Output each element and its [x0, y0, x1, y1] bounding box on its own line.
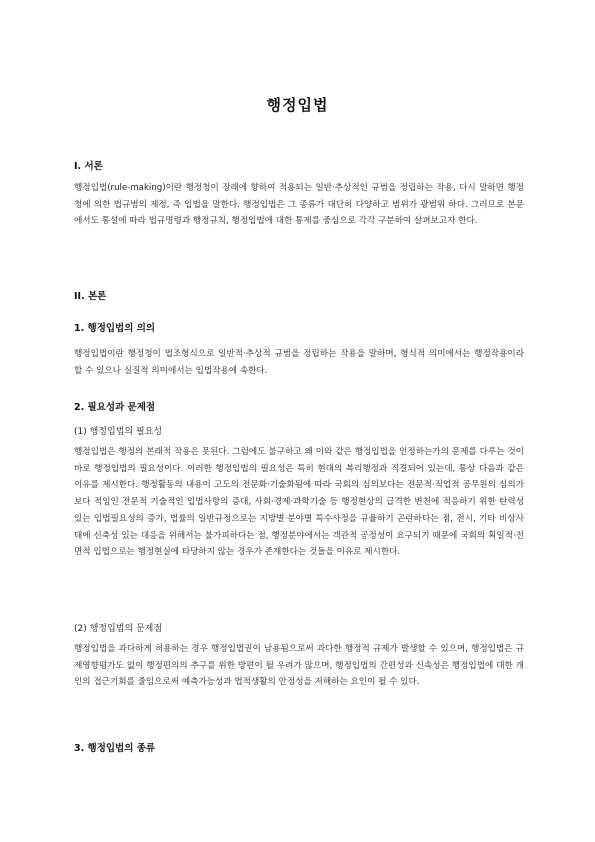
section-1-paragraph: 행정입법이란 행정청이 법조형식으로 일반적·추상적 규범을 정립하는 작용을 말하며, 형식적 의미에서는 행정작용이라 할 수 있으나 실질적 의미에서는 입법작용에 속한다. [74, 349, 524, 376]
intro-paragraph: 행정입법(rule-making)이란 행정청이 장래에 향하여 적용되는 일반·추상적인 규범을 정립하는 작용, 다시 말하면 행정청에 의한 법규범의 제정, 즉 입법을 말한다. 행정입법은 그 종류가 대단히 다양하고 범위가 광범위 하다. 그러므로 본문에서도 통설에 따라 법규명령과 행정규칙, 행정입법에 대한 통제를 중심으로 각각 구분하여 살펴보고자 한다. [74, 183, 524, 227]
section-2-heading: 2. 필요성과 문제점 [74, 402, 156, 413]
section-2-2-paragraph: 행정입법을 과다하게 허용하는 경우 행정입법권이 남용됨으로써 과다한 행정적 규제가 발생할 수 있으며, 행정입법은 규제영향평가도 없이 행정편의의 추구를 위한 방편이 될 우려가 많으며, 행정입법의 간편성과 신속성은 행정입법에 대한 개인의 접근기회를 줄임으로써 예측가능성과 법적생활의 안정성을 저해하는 요인이 될 수 있다. [74, 644, 524, 688]
section-2-1-heading: (1) 행정입법의 필요성 [74, 427, 163, 437]
section-2-1-paragraph: 행정입법은 행정의 본래적 작용은 못된다. 그럼에도 불구하고 왜 이와 같은 행정입법을 인정하는가의 문제를 다루는 것이 바로 행정입법의 필요성이다. 이러한 행정입법의 필요성은 특히 현대의 복리행정과 직결되어 있는데, 통상 다음과 같은 이유를 제시한다. 행정활동의 내용이 고도의 전문화·기술화됨에 따라 국회의 심의보다는 전문적·직업적 공무원의 심의가 보다 적임인 전문적 기술적인 입법사항의 증대, 사회·경제·과학기술 등 행정현상의 급격한 변천에 적응하기 위한 탄력성있는 입법필요성의 증가, 법률의 일반규정으로는 지방별·분야별 특수사정을 규율하기 곤란하다는 점, 전시, 기타 비상사태에 신축성 있는 대응을 위해서는 불가피하다는 점, 행정분야에서는 객관적 공정성이 요구되기 때문에 국회의 획일적·전면적 입법으로는 행정현실에 타당하지 않는 경우가 존재한다는 것들을 이유로 제시한다. [74, 447, 524, 558]
section-2-2-heading: (2) 행정입법의 문제점 [74, 624, 163, 634]
body-heading: II. 본론 [74, 291, 107, 302]
section-3-heading: 3. 행정입법의 종류 [74, 743, 156, 754]
section-1-heading: 1. 행정입법의 의의 [74, 323, 156, 334]
intro-heading: I. 서론 [74, 161, 103, 172]
document-title: 행정입법 [266, 96, 329, 114]
